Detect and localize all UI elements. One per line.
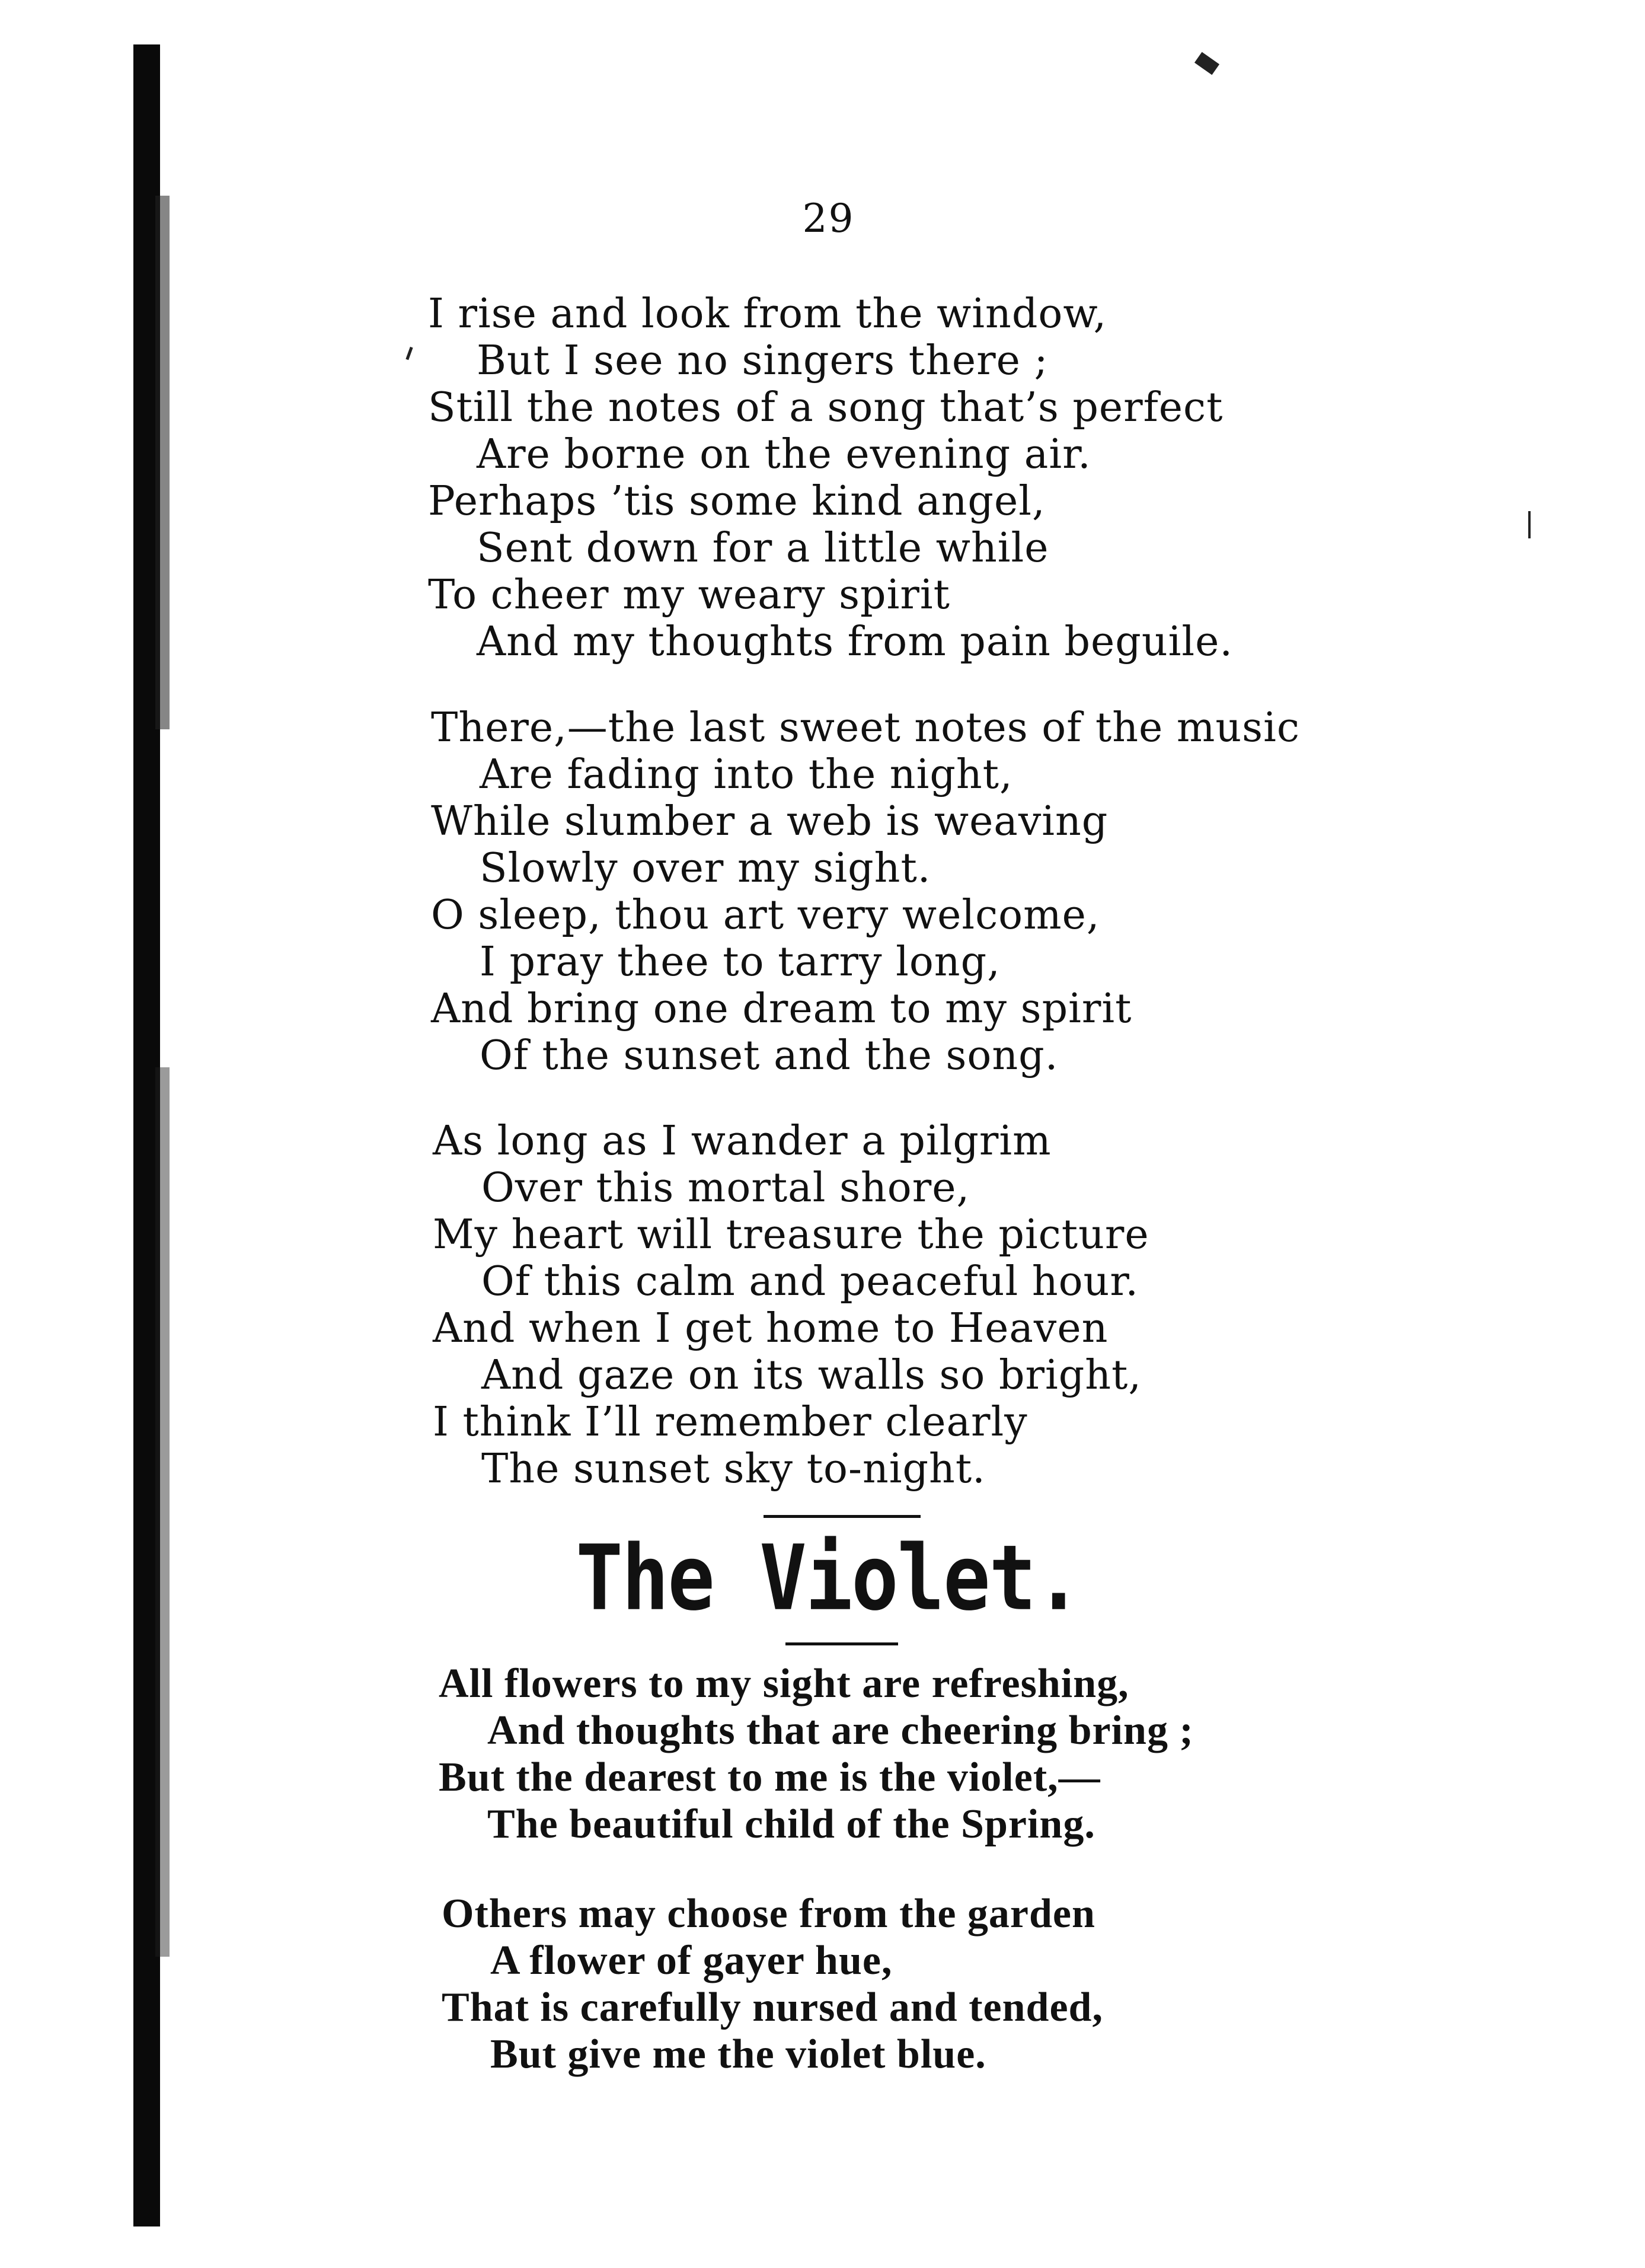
verse-line: To cheer my weary spirit (428, 572, 950, 618)
verse-line: Sent down for a little while (477, 525, 1049, 572)
verse-line: And when I get home to Heaven (433, 1305, 1109, 1352)
verse-line: And thoughts that are cheering bring ; (487, 1708, 1194, 1753)
verse-line: Are fading into the night, (480, 751, 1013, 798)
verse-line: A flower of gayer hue, (490, 1938, 893, 1983)
verse-line: The beautiful child of the Spring. (487, 1801, 1095, 1847)
verse-line: All flowers to my sight are refreshing, (439, 1661, 1129, 1706)
verse-line: While slumber a web is weaving (431, 798, 1109, 845)
title-underline (785, 1642, 898, 1645)
verse-line: Others may choose from the garden (442, 1891, 1095, 1937)
verse-line: Of this calm and peaceful hour. (481, 1258, 1139, 1305)
verse-line: And gaze on its walls so bright, (481, 1352, 1142, 1399)
verse-line: I rise and look from the window, (428, 291, 1107, 337)
verse-line: But I see no singers there ; (477, 337, 1049, 384)
page-number: 29 (802, 196, 855, 241)
verse-line: And my thoughts from pain beguile. (477, 618, 1233, 665)
verse-line: Are borne on the evening air. (477, 431, 1091, 478)
ink-speck (1194, 52, 1219, 75)
verse-line: Slowly over my sight. (480, 845, 931, 892)
verse-line: But the dearest to me is the violet,— (439, 1755, 1101, 1800)
verse-line: My heart will treasure the picture (433, 1211, 1149, 1258)
verse-line: I think I’ll remember clearly (433, 1399, 1028, 1446)
stanza (439, 1660, 1194, 1848)
section-divider (764, 1515, 921, 1518)
stanza (431, 704, 1300, 1079)
verse-line: I pray thee to tarry long, (480, 939, 1001, 985)
stanza (428, 291, 1233, 665)
binding-shadow (155, 196, 170, 729)
verse-line: Perhaps ’tis some kind angel, (428, 478, 1046, 525)
binding-shadow (155, 1067, 170, 1957)
verse-line: Still the notes of a song that’s perfect (428, 384, 1224, 431)
verse-line: O sleep, thou art very welcome, (431, 892, 1100, 939)
verse-line: Over this mortal shore, (481, 1165, 970, 1211)
ink-speck (405, 347, 413, 360)
ink-speck (1528, 511, 1531, 538)
verse-line: There,—the last sweet notes of the music (431, 704, 1300, 751)
stanza (442, 1890, 1103, 2078)
poem-title: The Violet. (576, 1526, 1081, 1631)
stanza (433, 1118, 1149, 1492)
verse-line: As long as I wander a pilgrim (433, 1118, 1052, 1165)
verse-line: That is carefully nursed and tended, (442, 1985, 1103, 2030)
verse-line: And bring one dream to my spirit (431, 985, 1132, 1032)
verse-line: But give me the violet blue. (490, 2031, 986, 2077)
verse-line: Of the sunset and the song. (480, 1032, 1059, 1079)
verse-line: The sunset sky to-night. (481, 1446, 986, 1492)
